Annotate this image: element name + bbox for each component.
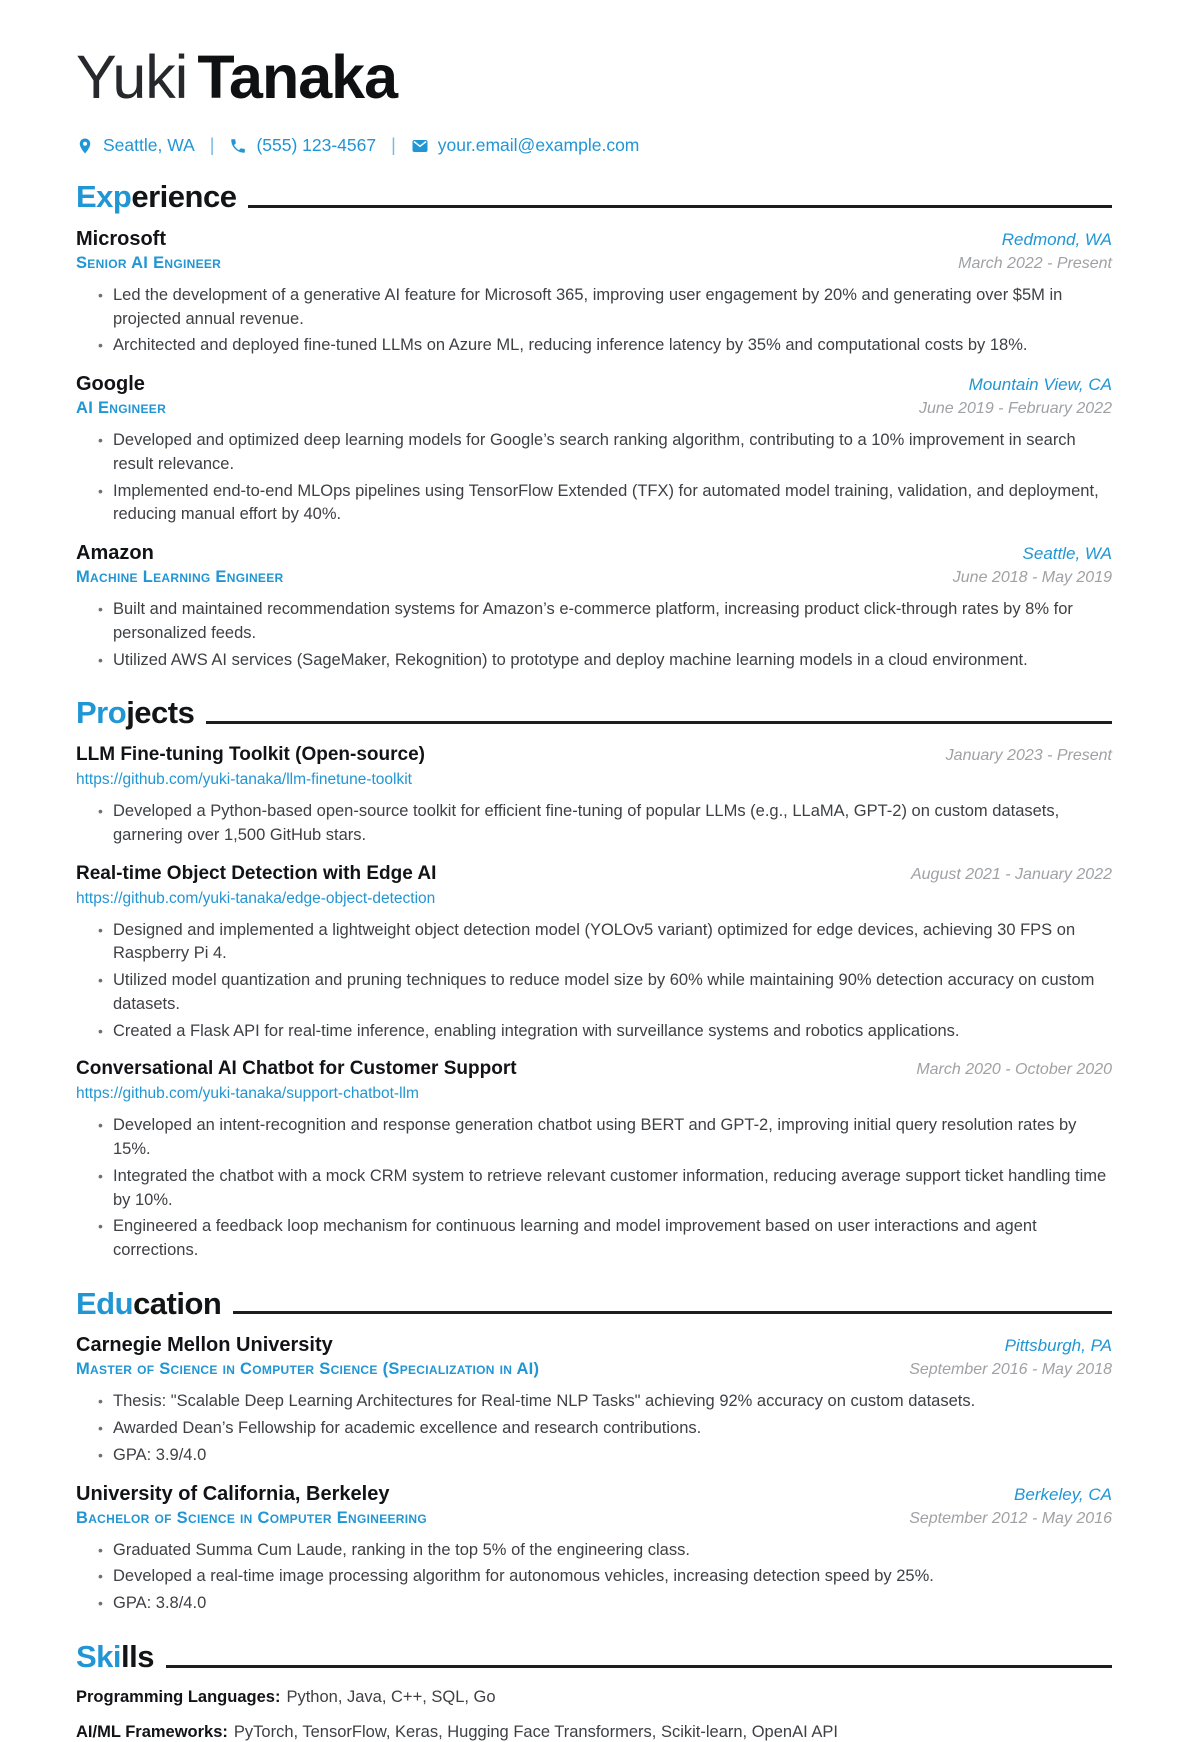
skill-category-value: Python, Java, C++, SQL, Go [286,1687,496,1706]
bullet-list [76,1390,1112,1467]
bullet: • Created a Flask API for real-time inference, enabling integration with surveillance systems and robotics applications. [98,1020,1112,1044]
experience-entry [76,373,1112,527]
bullet: • Utilized AWS AI services (SageMaker, Rekognition) to prototype and deploy machine learning models in a cloud environment. [98,649,1112,673]
skill-category-label: Programming Languages: [76,1687,281,1706]
bullet-list [76,598,1112,672]
job-location: Seattle, WA [1022,544,1112,564]
school-name: University of California, Berkeley [76,1482,390,1505]
education-entry [76,1334,1112,1467]
section-title [76,179,236,215]
section-projects [76,695,1112,1262]
heading-rule [206,721,1112,724]
bullet: • Engineered a feedback loop mechanism for continuous learning and model improvement based on user interactions and agent corrections. [98,1215,1112,1263]
project-dates: March 2020 - October 2020 [916,1061,1112,1079]
last-name: Tanaka [197,43,398,111]
bullet-list [76,429,1112,527]
project-dates: August 2021 - January 2022 [910,865,1112,883]
contact-phone [229,135,376,156]
experience-entry [76,542,1112,672]
bullet: • Implemented end-to-end MLOps pipelines using TensorFlow Extended (TFX) for automated model training, validation, and deployment, reducing manual effort by 40%. [98,480,1112,528]
section-title-accent: Edu [76,1285,134,1321]
project-url[interactable]: https://github.com/yuki-tanaka/support-chatbot-llm [76,1085,419,1103]
bullet: • Awarded Dean’s Fellowship for academic excellence and research contributions. [98,1417,1112,1441]
bullet: • Developed a Python-based open-source toolkit for efficient fine-tuning of popular LLMs (e.g., LLaMA, GPT-2) on custom datasets, garnering over 1,500 GitHub stars. [98,800,1112,848]
job-location: Redmond, WA [1001,229,1112,249]
degree: Bachelor of Science in Computer Engineering [76,1508,428,1527]
section-experience [76,179,1112,672]
degree: Master of Science in Computer Science (Specialization in AI) [76,1360,540,1379]
contact-email[interactable] [411,135,640,156]
bullet-list [76,1114,1112,1263]
skill-row [76,1723,1112,1742]
resume-header [76,43,1112,156]
project-dates: January 2023 - Present [945,747,1112,764]
school-dates: September 2012 - May 2016 [909,1509,1112,1527]
section-title-accent: Exp [76,179,132,215]
job-dates: June 2018 - May 2019 [952,569,1112,587]
project-entry [76,1058,1112,1263]
bullet-list [76,284,1112,358]
bullet: • Led the development of a generative AI feature for Microsoft 365, improving user engagement by 20% and generating over $5M in projected annual revenue. [98,284,1112,332]
bullet: • Utilized model quantization and pruning techniques to reduce model size by 60% while maintaining 90% detection accuracy on custom datasets. [98,969,1112,1017]
project-name: LLM Fine-tuning Toolkit (Open-source) [76,744,425,765]
project-url[interactable]: https://github.com/yuki-tanaka/edge-object-detection [76,889,436,907]
contact-separator: | [209,135,215,156]
bullet: • Designed and implemented a lightweight object detection model (YOLOv5 variant) optimized for edge devices, achieving 30 FPS on Raspberry Pi 4. [98,919,1112,967]
heading-rule [233,1311,1112,1314]
bullet: • Architected and deployed fine-tuned LLMs on Azure ML, reducing inference latency by 35% and computational costs by 18%. [98,334,1112,358]
company-name: Amazon [76,542,154,565]
bullet: • GPA: 3.9/4.0 [98,1444,1112,1468]
section-title [76,1639,154,1675]
education-entry [76,1483,1112,1616]
section-title-rest: lls [121,1638,154,1674]
project-entry [76,744,1112,848]
bullet: • Graduated Summa Cum Laude, ranking in the top 5% of the engineering class. [98,1539,1112,1563]
company-name: Google [76,373,145,396]
section-title-accent: Ski [76,1638,122,1674]
section-skills [76,1639,1112,1742]
heading-rule [248,205,1112,208]
bullet: • Developed an intent-recognition and response generation chatbot using BERT and GPT-2, improving initial query resolution rates by 15%. [98,1114,1112,1162]
bullet: • Developed and optimized deep learning models for Google’s search ranking algorithm, contributing to a 10% improvement in search result relevance. [98,429,1112,477]
job-dates: March 2022 - Present [958,254,1112,272]
contact-separator: | [391,135,396,156]
contact-location-text: Seattle, WA [103,135,195,156]
heading-rule [166,1665,1112,1668]
section-heading-education [76,1286,1112,1322]
section-title-rest: erience [131,179,237,215]
contact-row [76,135,1112,156]
section-heading-projects [76,695,1112,731]
contact-location [76,135,195,156]
location-pin-icon [76,137,94,155]
bullet: • Developed a real-time image processing algorithm for autonomous vehicles, increasing detection speed by 25%. [98,1565,1112,1589]
section-title-rest: cation [133,1285,222,1321]
section-title-rest: jects [126,695,195,731]
section-education [76,1286,1112,1616]
job-dates: June 2019 - February 2022 [918,400,1112,418]
job-title: Machine Learning Engineer [76,568,284,587]
job-title: Senior AI Engineer [76,253,222,272]
contact-email-text: your.email@example.com [437,135,640,156]
envelope-icon [411,137,429,155]
section-heading-skills [76,1639,1112,1675]
school-location: Pittsburgh, PA [1004,1336,1112,1356]
phone-icon [229,137,247,155]
section-title [76,1286,221,1322]
bullet: • GPA: 3.8/4.0 [98,1592,1112,1616]
first-name: Yuki [76,43,188,111]
bullet-list [76,1539,1112,1616]
bullet-list [76,800,1112,848]
project-name: Conversational AI Chatbot for Customer Support [76,1058,517,1080]
project-name: Real-time Object Detection with Edge AI [76,862,437,884]
skill-category-value: PyTorch, TensorFlow, Keras, Hugging Face Transformers, Scikit-learn, OpenAI API [233,1722,838,1741]
skill-category-label: AI/ML Frameworks: [76,1722,228,1741]
project-url[interactable]: https://github.com/yuki-tanaka/llm-finetune-toolkit [76,771,412,788]
contact-phone-text: (555) 123-4567 [256,135,377,156]
skill-row [76,1688,1112,1707]
job-title: AI Engineer [76,399,167,418]
experience-entry [76,228,1112,358]
bullet: • Built and maintained recommendation systems for Amazon’s e-commerce platform, increasing product click-through rates by 8% for personalized feeds. [98,598,1112,646]
project-entry [76,863,1112,1044]
section-title [76,695,194,731]
bullet: • Thesis: "Scalable Deep Learning Architectures for Real-time NLP Tasks" achieving 92% accuracy on custom datasets. [98,1390,1112,1414]
job-location: Mountain View, CA [968,375,1112,395]
bullet-list [76,919,1112,1044]
school-dates: September 2016 - May 2018 [909,1361,1112,1379]
person-name [76,43,1112,111]
section-title-accent: Pro [76,695,127,731]
bullet: • Integrated the chatbot with a mock CRM system to retrieve relevant customer information, reducing average support ticket handling time by 10%. [98,1165,1112,1213]
school-name: Carnegie Mellon University [76,1334,333,1357]
section-heading-experience [76,179,1112,215]
school-location: Berkeley, CA [1014,1484,1112,1504]
company-name: Microsoft [76,227,166,250]
